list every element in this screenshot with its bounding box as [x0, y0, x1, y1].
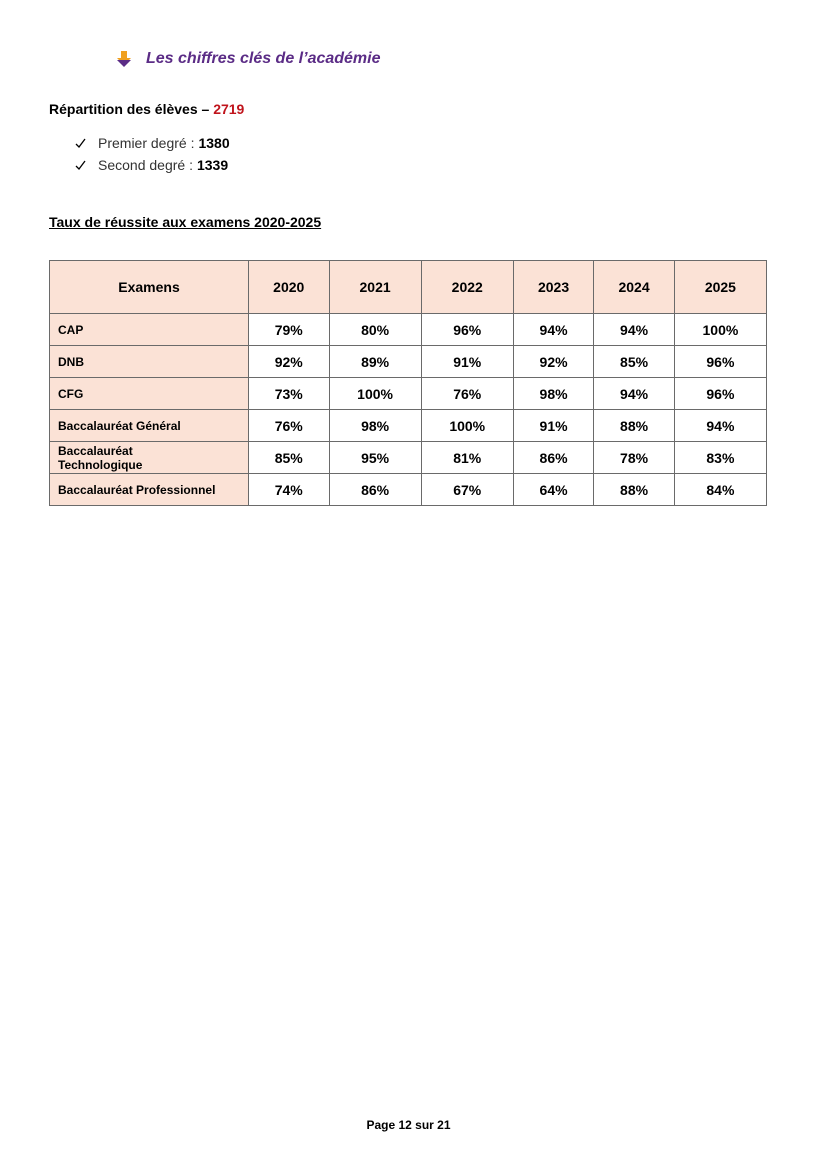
table-cell: 85%	[594, 346, 675, 378]
table-cell: 64%	[513, 474, 594, 506]
table-cell: 86%	[513, 442, 594, 474]
exam-name: Baccalauréat Général	[50, 410, 249, 442]
table-row	[50, 314, 767, 346]
table-cell: 96%	[674, 346, 766, 378]
table-cell: 100%	[674, 314, 766, 346]
table-cell: 88%	[594, 474, 675, 506]
student-distribution-label: Répartition des élèves –	[49, 101, 214, 117]
student-distribution-heading	[49, 101, 244, 117]
section-heading	[115, 50, 381, 68]
header-examens: Examens	[50, 261, 249, 314]
table-cell: 81%	[421, 442, 513, 474]
table-cell: 80%	[329, 314, 421, 346]
list-item	[75, 154, 230, 176]
table-header-row	[50, 261, 767, 314]
exam-name: Baccalauréat Professionnel	[50, 474, 249, 506]
table-cell: 94%	[594, 378, 675, 410]
exam-name: CAP	[50, 314, 249, 346]
table-cell: 96%	[674, 378, 766, 410]
table-cell: 85%	[249, 442, 330, 474]
table-cell: 83%	[674, 442, 766, 474]
exam-results-table	[49, 260, 767, 506]
table-cell: 86%	[329, 474, 421, 506]
header-2023: 2023	[513, 261, 594, 314]
secondary-degree-label: Second degré :	[98, 157, 193, 173]
table-cell: 74%	[249, 474, 330, 506]
section-title: Les chiffres clés de l’académie	[146, 50, 381, 67]
checkmark-icon	[75, 138, 86, 149]
table-title: Taux de réussite aux examens 2020-2025	[49, 214, 322, 230]
table-cell: 100%	[329, 378, 421, 410]
table-cell: 98%	[329, 410, 421, 442]
header-2024: 2024	[594, 261, 675, 314]
table-cell: 67%	[421, 474, 513, 506]
arrow-down-bullet-icon	[115, 50, 133, 68]
table-row	[50, 410, 767, 442]
page-number: Page 12 sur 21	[366, 1118, 451, 1132]
table-cell: 92%	[513, 346, 594, 378]
primary-degree-label: Premier degré :	[98, 135, 195, 151]
table-cell: 76%	[421, 378, 513, 410]
exam-name: Baccalauréat Technologique	[50, 442, 249, 474]
table-cell: 94%	[594, 314, 675, 346]
student-total: 2719	[213, 101, 245, 117]
table-cell: 91%	[421, 346, 513, 378]
header-2020: 2020	[249, 261, 330, 314]
table-cell: 95%	[329, 442, 421, 474]
header-2025: 2025	[674, 261, 766, 314]
list-item	[75, 132, 230, 154]
table-cell: 84%	[674, 474, 766, 506]
checkmark-icon	[75, 160, 86, 171]
table-cell: 100%	[421, 410, 513, 442]
table-cell: 98%	[513, 378, 594, 410]
primary-degree-value: 1380	[198, 135, 230, 151]
table-row	[50, 442, 767, 474]
table-cell: 76%	[249, 410, 330, 442]
table-cell: 96%	[421, 314, 513, 346]
table-cell: 79%	[249, 314, 330, 346]
exam-name: CFG	[50, 378, 249, 410]
table-cell: 92%	[249, 346, 330, 378]
table-row	[50, 474, 767, 506]
exam-name: DNB	[50, 346, 249, 378]
table-cell: 89%	[329, 346, 421, 378]
table-row	[50, 346, 767, 378]
table-cell: 73%	[249, 378, 330, 410]
table-cell: 94%	[674, 410, 766, 442]
table-cell: 91%	[513, 410, 594, 442]
table-cell: 88%	[594, 410, 675, 442]
table-cell: 78%	[594, 442, 675, 474]
table-cell: 94%	[513, 314, 594, 346]
distribution-list	[75, 132, 230, 176]
secondary-degree-value: 1339	[196, 157, 229, 173]
header-2021: 2021	[329, 261, 421, 314]
table-row	[50, 378, 767, 410]
header-2022: 2022	[421, 261, 513, 314]
